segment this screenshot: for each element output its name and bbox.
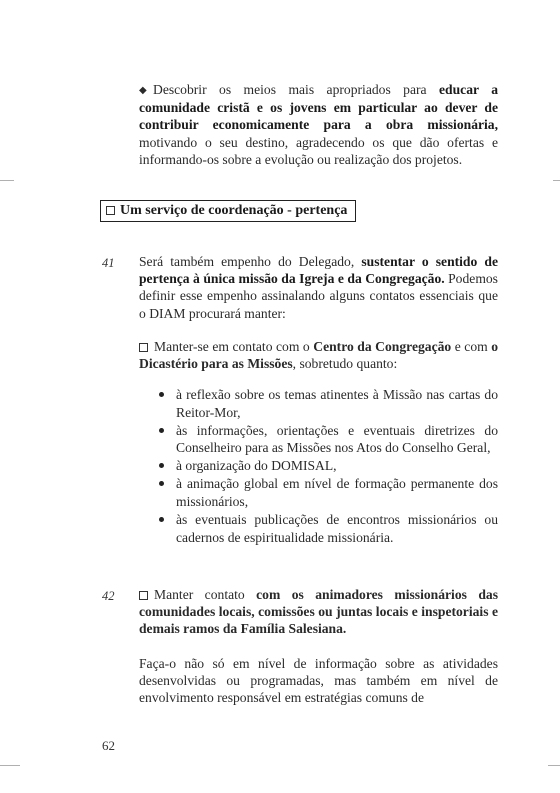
p41-contact-item (139, 338, 498, 372)
p41-item-text-3: , sobretudo quanto: (292, 356, 398, 372)
intro-bold: educar a comunidade cristã e os jovens em particular ao dever de contribuir economicamente para a obra missionária, (139, 82, 499, 133)
p41-bold: sustentar o sentido de pertença à única missão da Igreja e da Congregação. (139, 254, 498, 287)
p41-item-text-2: e com (454, 339, 488, 354)
list-item: às informações, orientações e eventuais diretrizes do Conselheiro para as Missões nos Atos do Conselho Geral, (159, 422, 498, 457)
intro-rest: motivando o seu destino, agradecendo os que dão ofertas e informando-os sobre a evolução ou realização dos projetos. (139, 134, 498, 167)
topics-list (159, 386, 498, 547)
crop-mark-right (553, 180, 560, 181)
paragraph-42 (139, 586, 498, 638)
crop-mark-bottom-right (548, 765, 560, 766)
checkbox-square-icon (139, 343, 148, 352)
p41-lead: Será também empenho do Delegado, (139, 254, 355, 269)
crop-mark-bottom-left (0, 765, 20, 766)
paragraph-number-41: 41 (102, 256, 115, 270)
p41-item-bold-2: o Dicastério para as Missões (139, 339, 499, 372)
crop-mark-left (0, 180, 14, 181)
paragraph-42-followup: Faça-o não só em nível de informação sobre as atividades desenvolvidas ou programadas, mas também em nível de envolvimento responsável em estratégias comuns de (139, 656, 498, 706)
p41-item-text-1: Manter-se em contato com o (154, 339, 310, 354)
bullet-dot-icon (159, 392, 164, 397)
p42-bold-1: com os animadores missionários das comunidades locais, comissões ou juntas locais e inspetoriais e demais ramos da Família Salesiana. (139, 587, 498, 637)
section-heading (100, 200, 356, 222)
list-item: à reflexão sobre os temas atinentes à Missão nas cartas do Reitor-Mor, (159, 386, 498, 421)
bullet-dot-icon (159, 428, 164, 433)
p42-text-1: Manter contato (154, 587, 245, 602)
p41-rest: Podemos definir esse empenho assinalando alguns contatos essenciais que o DIAM procurará manter: (139, 271, 498, 321)
bullet-dot-icon (159, 463, 164, 468)
bullet-dot-icon (159, 517, 164, 522)
section-heading-text: Um serviço de coordenação - pertença (120, 203, 348, 218)
page-number: 62 (102, 738, 115, 753)
diamond-bullet-icon: ◆ (139, 85, 147, 96)
paragraph-number-42: 42 (102, 589, 115, 603)
checkbox-square-icon (139, 591, 148, 600)
list-item: às eventuais publicações de encontros missionários ou cadernos de espiritualidade missionária. (159, 511, 498, 546)
p41-item-bold-1: Centro da Congregação (313, 339, 452, 354)
intro-lead: Descobrir os meios mais apropriados para (153, 82, 427, 97)
paragraph-41 (139, 253, 498, 322)
checkbox-square-icon (106, 206, 115, 215)
list-item: à organização do DOMISAL, (159, 457, 498, 475)
intro-item (139, 81, 498, 168)
bullet-dot-icon (159, 481, 164, 486)
list-item: à animação global em nível de formação permanente dos missionários, (159, 475, 498, 510)
